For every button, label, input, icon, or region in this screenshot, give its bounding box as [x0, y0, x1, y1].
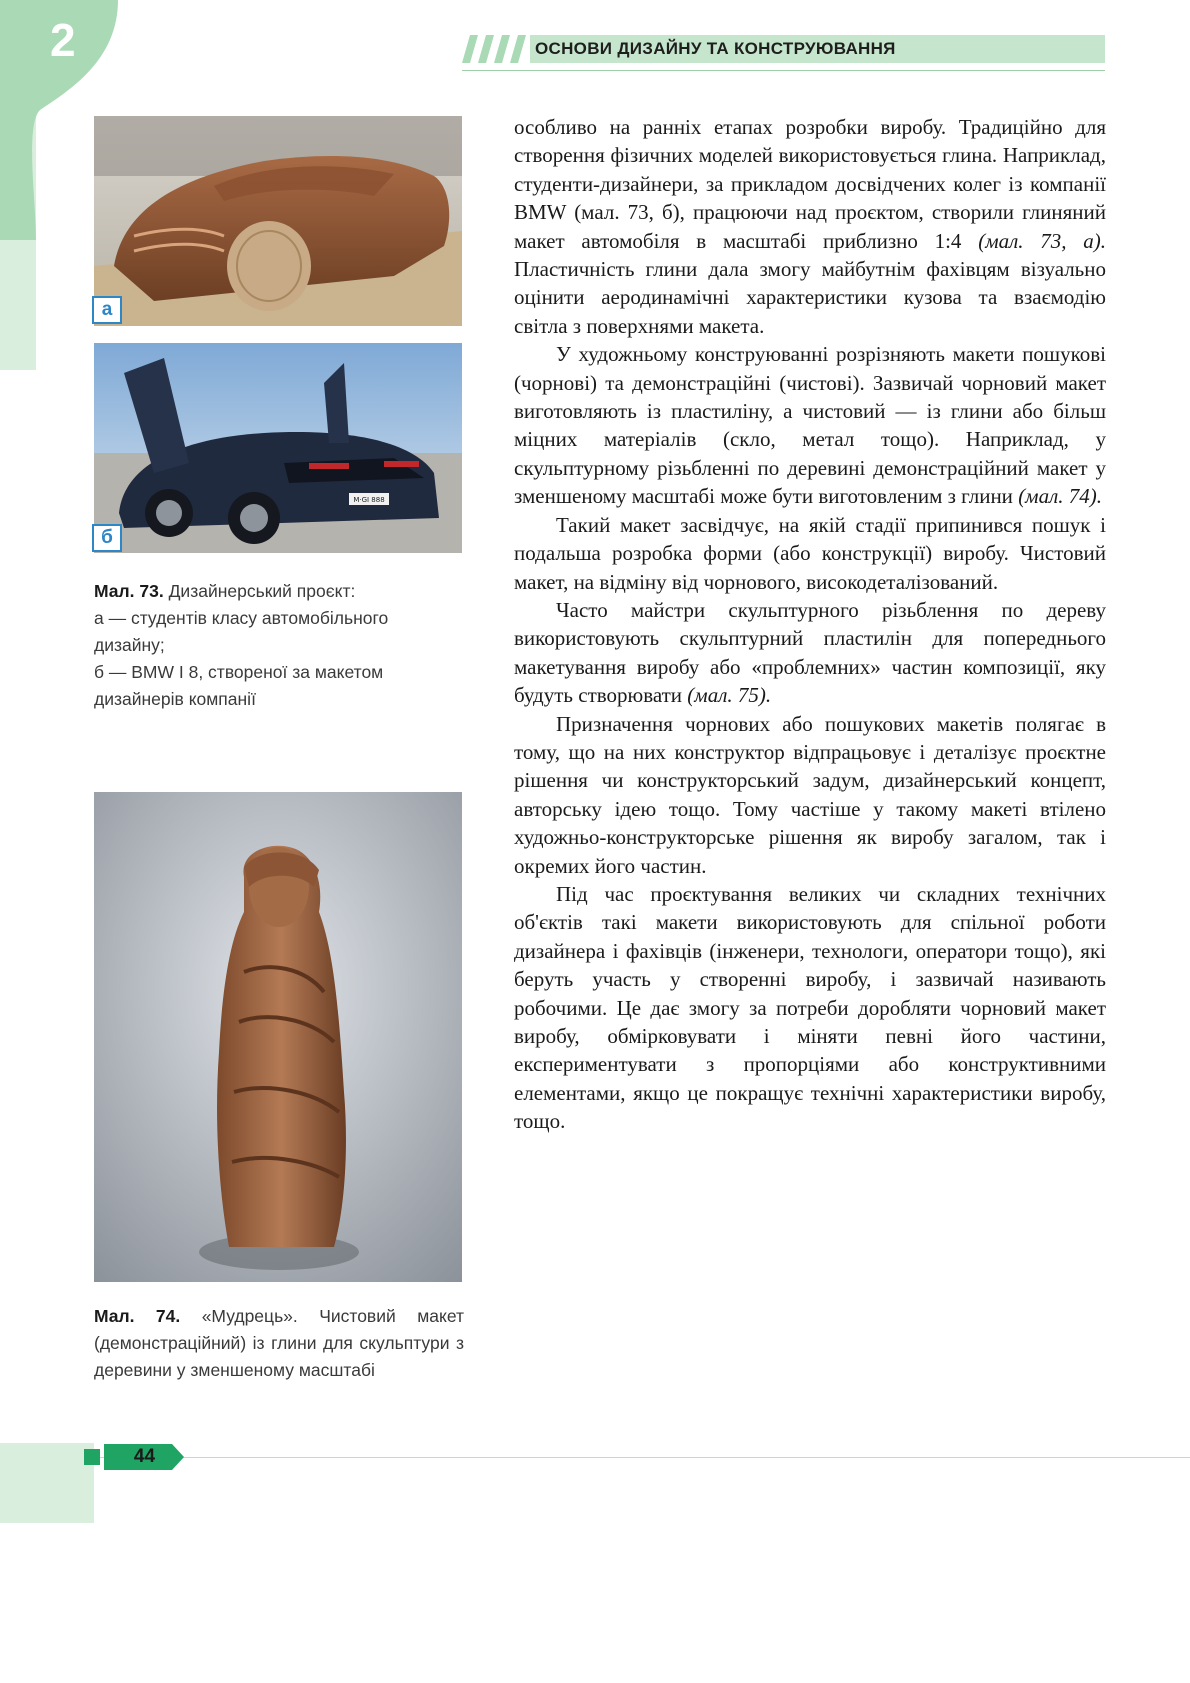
paragraph-text: Пластичність глини дала змогу майбутнім фахівцям візуально оцінити аеродинамічні характеристики кузова та взаємодію світла з поверхнями макета. [514, 257, 1106, 338]
chapter-number: 2 [50, 14, 76, 66]
paragraph: Призначення чорнових або пошукових макетів полягає в тому, що на них конструктор відпрацьовує і деталізує проєктне рішення чи конструкторський задум, дизайнерський концепт, авторську ідею тощо. Тому частіше у такому макеті втілено художньо-конструкторське рішення як виробу загалом, так і окремих його частин. [514, 711, 1106, 878]
paragraph [514, 340, 1106, 510]
figure-74-sculpture-photo [94, 792, 462, 1282]
figure-73a-clay-car-model [94, 116, 462, 326]
figure-reference: (мал. 75). [687, 683, 772, 708]
figure-74-caption-title: Мал. 74. [94, 1306, 181, 1326]
figure-73-caption-line: а — студентів класу автомобільного [94, 608, 389, 628]
figure-reference: (мал. 74). [1018, 484, 1102, 509]
paragraph: Такий макет засвідчує, на якій стадії припинився пошук і подальша розробка форми (або конструкції) виробу. Чистовий макет, на відміну від чорнового, високодеталізований. [514, 512, 1106, 594]
footer-divider [94, 1457, 1190, 1458]
figure-73-caption-line: дизайну; [94, 635, 165, 655]
paragraph [514, 113, 1106, 340]
figure-73-caption-title: Мал. 73. [94, 581, 164, 601]
footer-side-block [0, 1443, 94, 1523]
main-text-column [514, 113, 1106, 1136]
header-divider [462, 70, 1105, 71]
figure-73-caption-line: Дизайнерський проєкт: [168, 581, 356, 601]
section-title: ОСНОВИ ДИЗАЙНУ ТА КОНСТРУЮВАННЯ [535, 39, 896, 58]
header-stripes-decoration [462, 35, 532, 63]
figure-74-caption-text: «Мудрець». Чистовий макет (демонстраційний) із глини для скульптури з деревини у зменшеному масштабі [94, 1306, 464, 1380]
paragraph-text: особливо на ранніх етапах розробки виробу. Традиційно для створення фізичних моделей використовується глина. Наприклад, студенти-дизайнери, за прикладом досвідчених колег із компанії BMW (мал. 73, б), працюючи над проєктом, створили глиняний макет автомобіля в масштабі приблизно 1:4 [514, 115, 1106, 253]
page-number: 44 [133, 1446, 156, 1467]
paragraph: Під час проєктування великих чи складних технічних об'єктів такі макети використовують для спільної роботи дизайнера і фахівців (інженери, технологи, оператори тощо), які беруть участь у створенні виробу, і зазвичай називають робочими. Це дає змогу за потреби доробляти чорновий макет виробу, обмірковувати і міняти певні його частини, експериментувати з пропорціями або конструктивними елементами, якщо це покращує технічні характеристики виробу, тощо. [514, 881, 1106, 1134]
figure-73b-label: б [92, 524, 122, 552]
figure-73-caption-line: б — BMW I 8, створеної за макетом [94, 662, 384, 682]
figure-73b-bmw-i8-photo [94, 343, 462, 553]
license-plate: M·GI 888 [353, 496, 385, 504]
paragraph [514, 596, 1106, 710]
figure-74-caption [94, 1303, 464, 1384]
figure-73-caption [94, 578, 464, 713]
figure-73a-label: а [92, 296, 122, 324]
figure-reference: (мал. 73, а). [978, 228, 1107, 253]
paragraph-text: Часто майстри скульптурного різьблення по дереву використовують скульптурний пластилін для попереднього макетування виробу або «проблемних» частин композиції, яку будуть створювати [514, 597, 1106, 708]
figure-73-caption-line: дизайнерів компанії [94, 689, 256, 709]
paragraph-text: У художньому конструюванні розрізняють макети пошукові (чорнові) та демонстраційні (чистові). Зазвичай чорновий макет виготовляють із пластиліну, а чистовий — із глини або більш міцних матеріалів (скло, метал тощо). Наприклад, у скульптурному різьбленні по деревині демонстраційний макет у зменшеному масштабі може бути виготовленим з глини [514, 342, 1106, 509]
